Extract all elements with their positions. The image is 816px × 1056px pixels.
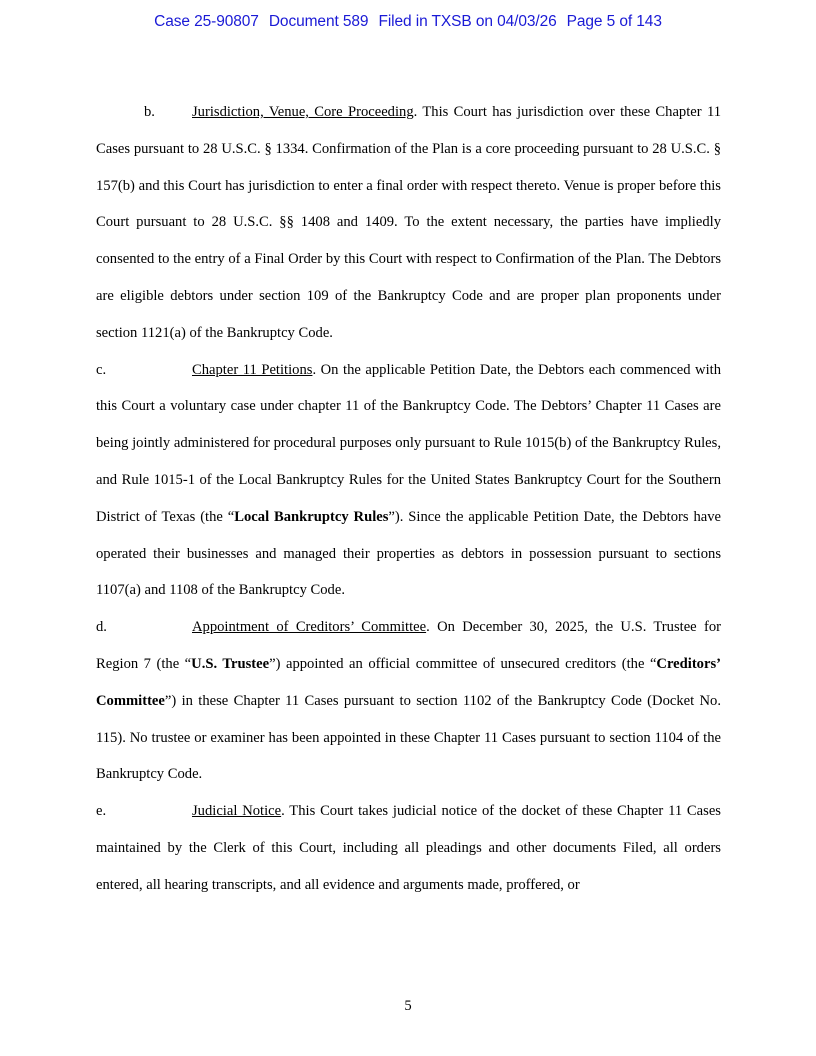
paragraph-letter: b. (144, 104, 155, 120)
defined-term: U.S. Trustee (191, 655, 270, 672)
case-number: Case 25-90807 (154, 13, 259, 30)
defined-term: Creditors’ Committee (96, 655, 721, 709)
document-body (96, 94, 721, 904)
paragraph-letter: c. (96, 361, 107, 378)
paragraph-heading: Appointment of Creditors’ Committee (192, 619, 427, 636)
paragraph-heading: Chapter 11 Petitions (192, 361, 313, 378)
paragraph-c (96, 352, 721, 610)
paragraph-text: . This Court has jurisdiction over these Chapter 11 Cases pursuant to 28 U.S.C. § 1334. Confirmation of the Plan is a core proceeding pursuant to 28 U.S.C. § 157(b) and this Court has jurisdiction to enter a final order with respect thereto. Venue is proper before this Court pursuant to 28 U.S.C. §§ 1408 and 1409. To the extent necessary, the parties have impliedly consented to the entry of a Final Order by this Court with respect to Confirmation of the Plan. The Debtors are eligible debtors under section 109 of the Bankruptcy Code and are proper plan proponents under section 1121(a) of the Bankruptcy Code. (96, 104, 721, 341)
paragraph-heading: Jurisdiction, Venue, Core Proceeding (192, 104, 414, 120)
paragraph-e (96, 793, 721, 903)
paragraph-text: . On the applicable Petition Date, the Debtors each commenced with this Court a voluntary case under chapter 11 of the Bankruptcy Code. The Debtors’ Chapter 11 Cases are being jointly administered for procedural purposes only pursuant to Rule 1015(b) of the Bankruptcy Rules, and Rule 1015-1 of the Local Bankruptcy Rules for the United States Bankruptcy Court for the Southern District of Texas (the “ (96, 361, 721, 525)
paragraph-b (96, 94, 721, 352)
defined-term: Local Bankruptcy Rules (234, 508, 389, 525)
paragraph-text: ”) in these Chapter 11 Cases pursuant to section 1102 of the Bankruptcy Code (Docket No. 115). No trustee or examiner has been appointed in these Chapter 11 Cases pursuant to section 1104 of the Bankruptcy Code. (96, 692, 721, 783)
document-number: Document 589 (268, 13, 369, 30)
court-filing-header (0, 13, 816, 31)
paragraph-d (96, 609, 721, 793)
paragraph-text: ”) appointed an official committee of unsecured creditors (the “ (269, 655, 657, 672)
paragraph-heading: Judicial Notice (192, 803, 282, 820)
paragraph-letter: e. (96, 803, 107, 820)
page-number: 5 (404, 998, 412, 1014)
paragraph-text: . On December 30, 2025, the U.S. Trustee for Region 7 (the “ (96, 619, 721, 672)
paragraph-text: ”). Since the applicable Petition Date, the Debtors have operated their businesses and managed their properties as debtors in possession pursuant to sections 1107(a) and 1108 of the Bankruptcy Code. (96, 508, 721, 599)
paragraph-text: . This Court takes judicial notice of the docket of these Chapter 11 Cases maintained by the Clerk of this Court, including all pleadings and other documents Filed, all orders entered, all hearing transcripts, and all evidence and arguments made, proffered, or (96, 803, 721, 893)
filed-date: Filed in TXSB on 04/03/26 (378, 13, 557, 30)
paragraph-letter: d. (96, 619, 107, 636)
page-of-total: Page 5 of 143 (566, 13, 662, 30)
